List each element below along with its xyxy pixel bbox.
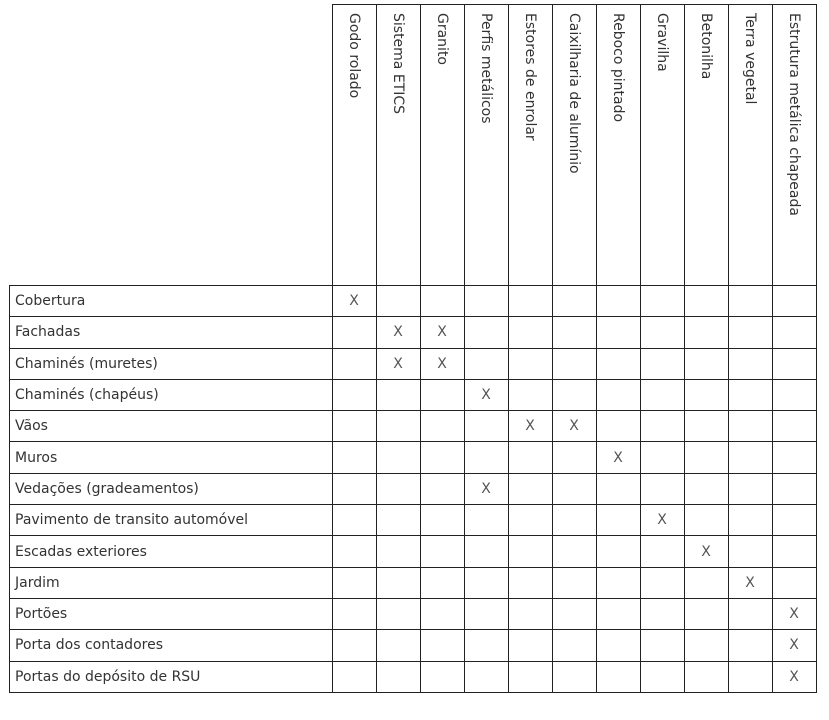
- table-cell: [728, 442, 772, 473]
- table-cell: [640, 348, 684, 379]
- table-cell: [640, 286, 684, 317]
- table-cell: [332, 505, 376, 536]
- table-cell: [684, 348, 728, 379]
- table-cell: [596, 348, 640, 379]
- table-cell: [684, 661, 728, 692]
- column-header-label: Gravilha: [654, 13, 670, 72]
- table-cell: [376, 567, 420, 598]
- table-cell: [376, 598, 420, 629]
- table-cell: [464, 286, 508, 317]
- table-cell: X: [772, 598, 816, 629]
- table-cell: [464, 536, 508, 567]
- row-label: Cobertura: [10, 286, 333, 317]
- row-label: Portas do depósito de RSU: [10, 661, 333, 692]
- table-row: [10, 567, 817, 598]
- table-cell: [332, 379, 376, 410]
- table-cell: [552, 598, 596, 629]
- column-header-label: Terra vegetal: [742, 13, 758, 105]
- table-cell: [596, 411, 640, 442]
- table-cell: X: [552, 411, 596, 442]
- column-header-label: Godo rolado: [346, 13, 362, 99]
- table-cell: [508, 442, 552, 473]
- table-cell: X: [376, 317, 420, 348]
- table-cell: [552, 348, 596, 379]
- row-label: Chaminés (muretes): [10, 348, 333, 379]
- table-cell: [420, 536, 464, 567]
- table-cell: [508, 661, 552, 692]
- table-cell: [728, 379, 772, 410]
- table-cell: [684, 442, 728, 473]
- table-cell: [728, 661, 772, 692]
- table-cell: [772, 442, 816, 473]
- table-cell: [640, 567, 684, 598]
- column-header-label: Caixilharia de alumínio: [566, 13, 582, 174]
- table-cell: [332, 661, 376, 692]
- row-label: Portões: [10, 598, 333, 629]
- table-cell: [728, 630, 772, 661]
- column-header-label: Betonilha: [698, 13, 714, 80]
- table-cell: [684, 286, 728, 317]
- table-cell: X: [420, 317, 464, 348]
- table-cell: X: [464, 379, 508, 410]
- table-cell: [464, 630, 508, 661]
- column-header-label: Perfis metálicos: [478, 13, 494, 124]
- table-cell: [464, 505, 508, 536]
- column-header-label: Reboco pintado: [610, 13, 626, 123]
- row-label: Escadas exteriores: [10, 536, 333, 567]
- table-cell: X: [684, 536, 728, 567]
- table-cell: [596, 286, 640, 317]
- table-cell: [728, 411, 772, 442]
- table-cell: [376, 536, 420, 567]
- table-cell: [728, 505, 772, 536]
- table-cell: [508, 567, 552, 598]
- table-cell: [728, 348, 772, 379]
- table-cell: [640, 630, 684, 661]
- column-header: [640, 5, 684, 286]
- table-cell: [596, 567, 640, 598]
- materials-table: [9, 4, 817, 693]
- table-cell: [420, 661, 464, 692]
- table-cell: [332, 348, 376, 379]
- table-cell: X: [772, 630, 816, 661]
- table-body: [10, 286, 817, 693]
- table-cell: [552, 379, 596, 410]
- table-cell: [728, 286, 772, 317]
- table-cell: [772, 379, 816, 410]
- column-header: [376, 5, 420, 286]
- table-row: [10, 379, 817, 410]
- table-cell: [376, 411, 420, 442]
- table-cell: X: [332, 286, 376, 317]
- table-cell: [640, 536, 684, 567]
- table-cell: [420, 411, 464, 442]
- column-header: [772, 5, 816, 286]
- table-cell: [640, 379, 684, 410]
- table-cell: [596, 630, 640, 661]
- table-cell: [552, 505, 596, 536]
- table-cell: [552, 567, 596, 598]
- header-row: [10, 5, 817, 286]
- table-cell: [376, 473, 420, 504]
- table-cell: [332, 598, 376, 629]
- table-cell: X: [464, 473, 508, 504]
- row-label: Vedações (gradeamentos): [10, 473, 333, 504]
- column-header: [420, 5, 464, 286]
- row-label: Porta dos contadores: [10, 630, 333, 661]
- table-cell: X: [640, 505, 684, 536]
- column-header: [332, 5, 376, 286]
- column-header: [552, 5, 596, 286]
- column-header: [684, 5, 728, 286]
- column-header: [464, 5, 508, 286]
- column-header-label: Sistema ETICS: [390, 13, 406, 115]
- table-cell: [684, 630, 728, 661]
- table-cell: [376, 661, 420, 692]
- table-cell: [376, 286, 420, 317]
- table-cell: [772, 473, 816, 504]
- table-cell: [420, 598, 464, 629]
- table-row: [10, 317, 817, 348]
- table-cell: [552, 286, 596, 317]
- table-cell: [420, 379, 464, 410]
- table-cell: [772, 567, 816, 598]
- table-cell: X: [596, 442, 640, 473]
- table-cell: [684, 317, 728, 348]
- table-cell: [684, 567, 728, 598]
- table-cell: [420, 286, 464, 317]
- corner-cell: [10, 5, 333, 286]
- table-cell: [596, 661, 640, 692]
- table-cell: [728, 473, 772, 504]
- table-cell: [420, 567, 464, 598]
- table-cell: [640, 317, 684, 348]
- row-label: Chaminés (chapéus): [10, 379, 333, 410]
- row-label: Fachadas: [10, 317, 333, 348]
- table-row: [10, 286, 817, 317]
- table-cell: [376, 630, 420, 661]
- table-cell: [728, 598, 772, 629]
- table-cell: [684, 473, 728, 504]
- table-cell: [684, 379, 728, 410]
- table-cell: [464, 442, 508, 473]
- table-row: [10, 598, 817, 629]
- table-cell: [552, 442, 596, 473]
- table-cell: [464, 598, 508, 629]
- table-cell: [508, 536, 552, 567]
- table-cell: [552, 630, 596, 661]
- table-cell: [596, 598, 640, 629]
- table-row: [10, 630, 817, 661]
- table-cell: [596, 505, 640, 536]
- table-cell: [596, 379, 640, 410]
- table-row: [10, 348, 817, 379]
- table-cell: [508, 473, 552, 504]
- table-cell: [684, 411, 728, 442]
- table-cell: [772, 536, 816, 567]
- table-cell: [772, 411, 816, 442]
- table-cell: [464, 661, 508, 692]
- table-cell: [508, 598, 552, 629]
- table-cell: [332, 411, 376, 442]
- column-header: [508, 5, 552, 286]
- table-cell: X: [420, 348, 464, 379]
- table-cell: [684, 598, 728, 629]
- table-row: [10, 661, 817, 692]
- table-cell: [596, 473, 640, 504]
- table-cell: [332, 317, 376, 348]
- table-cell: [508, 348, 552, 379]
- column-header-label: Estores de enrolar: [522, 13, 538, 141]
- table-cell: [332, 442, 376, 473]
- table-cell: [420, 505, 464, 536]
- table-cell: [464, 317, 508, 348]
- table-cell: X: [728, 567, 772, 598]
- table-cell: [332, 473, 376, 504]
- table-cell: [508, 505, 552, 536]
- row-label: Vãos: [10, 411, 333, 442]
- table-cell: [420, 442, 464, 473]
- table-cell: [772, 286, 816, 317]
- table-cell: [464, 411, 508, 442]
- column-header-label: Estrutura metálica chapeada: [786, 13, 802, 216]
- table-cell: [420, 473, 464, 504]
- table-cell: [464, 567, 508, 598]
- table-cell: [508, 317, 552, 348]
- table-cell: [640, 598, 684, 629]
- table-cell: [552, 317, 596, 348]
- table-cell: [772, 505, 816, 536]
- table-row: [10, 411, 817, 442]
- table-cell: [552, 536, 596, 567]
- row-label: Jardim: [10, 567, 333, 598]
- row-label: Pavimento de transito automóvel: [10, 505, 333, 536]
- table-cell: [772, 317, 816, 348]
- table-cell: [552, 661, 596, 692]
- table-cell: [596, 317, 640, 348]
- table-cell: [420, 630, 464, 661]
- table-cell: [552, 473, 596, 504]
- table-row: [10, 442, 817, 473]
- table-cell: [508, 379, 552, 410]
- table-cell: [332, 536, 376, 567]
- column-header-label: Granito: [434, 13, 450, 66]
- table-cell: [640, 442, 684, 473]
- table-row: [10, 505, 817, 536]
- table-cell: [464, 348, 508, 379]
- table-cell: X: [376, 348, 420, 379]
- table-cell: [684, 505, 728, 536]
- table-cell: [376, 505, 420, 536]
- row-label: Muros: [10, 442, 333, 473]
- table-cell: [728, 317, 772, 348]
- table-cell: [728, 536, 772, 567]
- table-cell: [640, 661, 684, 692]
- table-cell: [596, 536, 640, 567]
- table-cell: X: [772, 661, 816, 692]
- table-cell: [332, 567, 376, 598]
- table-cell: [332, 630, 376, 661]
- table-cell: [772, 348, 816, 379]
- table-row: [10, 473, 817, 504]
- table-cell: [376, 379, 420, 410]
- table-cell: [640, 411, 684, 442]
- table-cell: [508, 630, 552, 661]
- table-row: [10, 536, 817, 567]
- table-cell: [640, 473, 684, 504]
- table-cell: [508, 286, 552, 317]
- column-header: [728, 5, 772, 286]
- table-cell: [376, 442, 420, 473]
- column-header: [596, 5, 640, 286]
- table-cell: X: [508, 411, 552, 442]
